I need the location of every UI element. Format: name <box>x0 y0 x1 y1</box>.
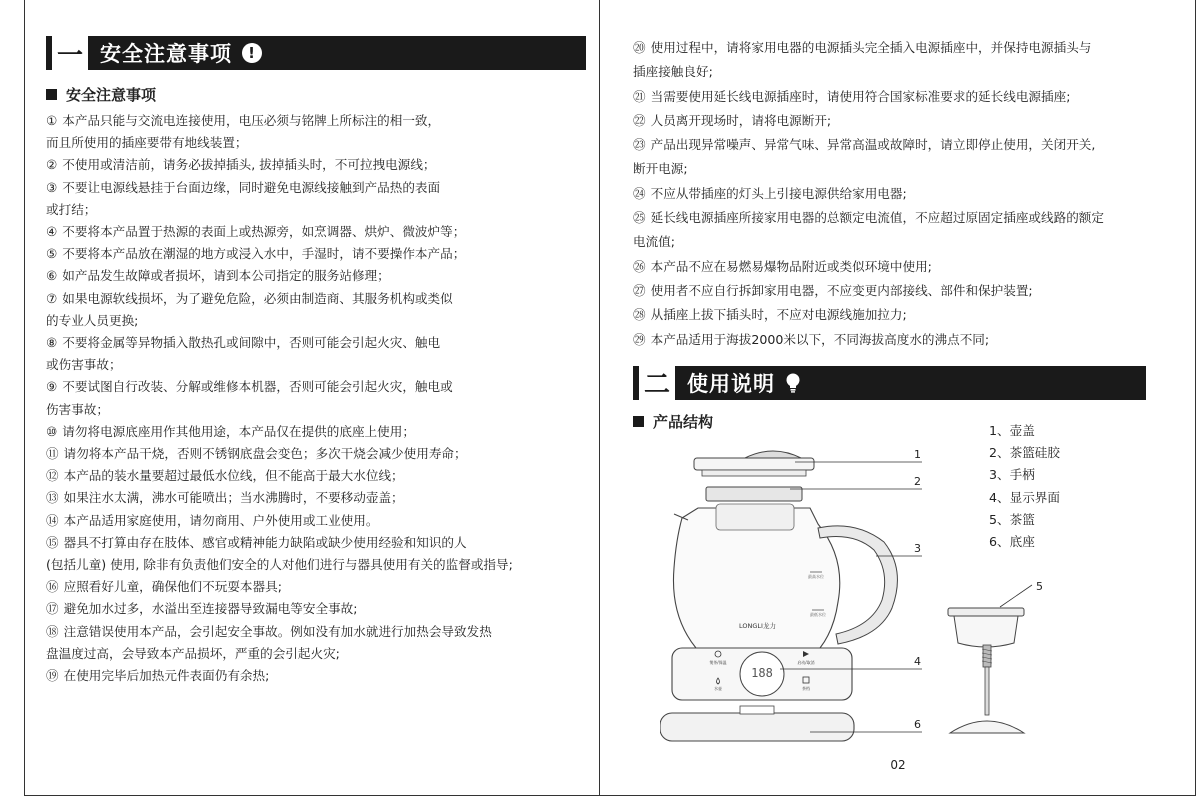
water-mark-min: 最低水位 <box>810 612 826 617</box>
item-text: 不要试图自行改装、分解或维修本机器，否则可能会引起火灾，触电或 <box>62 379 453 395</box>
square-bullet-icon <box>46 89 57 100</box>
list-item <box>46 376 586 398</box>
control-base-illustration <box>672 648 852 700</box>
item-number: ⑬ <box>46 490 59 506</box>
tea-basket-illustration <box>948 608 1024 733</box>
item-text: 或伤害事故； <box>46 357 122 373</box>
item-text: 不要让电源线悬挂于台面边缘，同时避免电源线接触到产品热的表面 <box>62 179 441 195</box>
item-number: ㉘ <box>633 307 646 323</box>
section-banner-safety <box>46 36 586 70</box>
item-text: 本产品适用于海拔2000米以下，不同海拔高度水的沸点不同; <box>650 331 990 347</box>
item-number: ⑧ <box>46 335 58 351</box>
exclamation-icon: ! <box>242 43 262 63</box>
item-number: ㉓ <box>633 137 646 153</box>
item-number: ② <box>46 157 58 173</box>
item-text: 断开电源; <box>633 161 688 177</box>
water-mark-max: 最高水位 <box>808 574 824 579</box>
bottom-base-illustration <box>660 706 854 741</box>
item-text: 不要将金属等异物插入散热孔或间隙中，否则可能会引起火灾、触电 <box>62 335 441 351</box>
item-number: ⑮ <box>46 534 59 550</box>
item-text: 人员离开现场时，请将电源断开; <box>650 112 832 128</box>
lid-illustration <box>694 451 814 476</box>
list-item <box>46 332 586 354</box>
part-label: 2、茶篮硅胶 <box>989 445 1060 461</box>
list-item <box>633 182 1158 206</box>
parts-list <box>989 420 1060 553</box>
item-number: ⑪ <box>46 446 59 462</box>
list-item <box>46 665 586 687</box>
list-item <box>633 133 1158 157</box>
callout-5: 5 <box>1036 580 1043 593</box>
list-item <box>46 310 586 332</box>
list-item <box>633 109 1158 133</box>
item-text: 如产品发生故障或者损坏，请到本公司指定的服务站修理； <box>62 268 390 284</box>
item-text: 盘温度过高，会导致本产品损坏，严重的会引起火灾; <box>46 645 340 661</box>
item-text: 本产品不应在易燃易爆物品附近或类似环境中使用; <box>650 258 932 274</box>
item-text: 本产品适用家庭使用，请勿商用、户外使用或工业使用。 <box>63 512 379 528</box>
callout-2: 2 <box>914 475 921 488</box>
list-item <box>46 399 586 421</box>
list-item <box>633 303 1158 327</box>
safety-list <box>46 110 586 687</box>
item-number: ⑭ <box>46 512 59 528</box>
panel-label-start-cancel: 启动/取消 <box>797 660 815 665</box>
list-item <box>633 255 1158 279</box>
item-number: ㉙ <box>633 331 646 347</box>
item-number: ⑲ <box>46 668 59 684</box>
item-text: 如果注水太满，沸水可能喷出；当水沸腾时，不要移动壶盖； <box>63 490 404 506</box>
item-number: ⑤ <box>46 246 58 262</box>
list-item <box>46 532 586 554</box>
item-number: ⑫ <box>46 468 59 484</box>
item-text: 应照看好儿童，确保他们不玩耍本器具; <box>63 579 282 595</box>
item-number: ㉗ <box>633 282 646 298</box>
list-item <box>46 510 586 532</box>
item-text: 产品出现异常噪声、异常气味、异常高温或故障时，请立即停止使用，关闭开关, <box>650 137 1096 153</box>
section-title-bar <box>675 366 1146 400</box>
left-column <box>46 36 586 687</box>
right-column <box>633 36 1158 432</box>
item-text: 注意错误使用本产品，会引起安全事故。例如没有加水就进行加热会导致发热 <box>63 623 492 639</box>
panel-label-tea-level: 茶档 <box>802 686 810 691</box>
safety-list-continued <box>633 36 1158 352</box>
item-number: ㉖ <box>633 258 646 274</box>
item-text: 从插座上拔下插头时，不应对电源线施加拉力; <box>650 307 907 323</box>
list-item <box>633 206 1158 230</box>
list-item <box>46 643 586 665</box>
item-text: 不应从带插座的灯头上引接电源供给家用电器; <box>650 185 907 201</box>
list-item <box>633 60 1158 84</box>
subheading-text: 安全注意事项 <box>66 85 157 104</box>
item-text: 伤害事故； <box>46 401 109 417</box>
item-number: ⑰ <box>46 601 59 617</box>
item-number: ㉔ <box>633 185 646 201</box>
list-item <box>46 265 586 287</box>
list-item <box>46 110 586 132</box>
item-text: 在使用完毕后加热元件表面仍有余热; <box>63 668 270 684</box>
list-item <box>46 576 586 598</box>
list-item <box>46 199 586 221</box>
item-text: 本产品的装水量要超过最低水位线，但不能高于最大水位线； <box>63 468 404 484</box>
item-number: ③ <box>46 179 58 195</box>
list-item <box>46 487 586 509</box>
item-text: 不要将本产品置于热源的表面上或热源旁，如烹调器、烘炉、微波炉等； <box>62 224 466 240</box>
section-number: 一 <box>56 40 83 71</box>
item-number: ⑳ <box>633 40 646 55</box>
callout-3: 3 <box>914 542 921 555</box>
section-number: 二 <box>643 370 670 401</box>
item-number: ㉒ <box>633 112 646 128</box>
section-title-bar <box>88 36 586 70</box>
item-number: ⑥ <box>46 268 58 284</box>
section-title: 安全注意事项 <box>100 42 232 66</box>
item-number: ⑦ <box>46 290 58 306</box>
part-label: 6、底座 <box>989 534 1035 550</box>
list-item <box>46 154 586 176</box>
list-item <box>633 279 1158 303</box>
list-item <box>46 132 586 154</box>
section-banner-usage <box>633 366 1146 400</box>
item-number: ⑨ <box>46 379 58 395</box>
list-item <box>633 157 1158 181</box>
list-item <box>633 85 1158 109</box>
item-text: 的专业人员更换; <box>46 312 139 328</box>
item-text: 请勿将电源底座用作其他用途，本产品仅在提供的底座上使用； <box>62 423 415 439</box>
list-item <box>633 230 1158 254</box>
item-text: (包括儿童) 使用, 除非有负责他们安全的人对他们进行与器具使用有关的监督或指导; <box>46 557 513 573</box>
list-item <box>46 421 586 443</box>
brand-logo-text: LONGLI龙力 <box>739 622 776 630</box>
list-item <box>46 354 586 376</box>
item-text: 电流值; <box>633 234 676 250</box>
item-text: 当需要使用延长线电源插座时，请使用符合国家标准要求的延长线电源插座; <box>650 88 1071 104</box>
part-label: 5、茶篮 <box>989 511 1035 527</box>
display-digits: 188 <box>751 666 773 680</box>
item-number: ④ <box>46 224 58 240</box>
center-divider <box>599 0 600 796</box>
banner-stripe <box>46 36 52 70</box>
lightbulb-icon <box>785 373 801 393</box>
list-item <box>633 36 1158 60</box>
square-bullet-icon <box>633 416 644 427</box>
subheading-text: 产品结构 <box>653 413 714 432</box>
item-text: 使用者不应自行拆卸家用电器，不应变更内部接线、部件和保护装置; <box>650 282 1033 298</box>
item-text: 器具不打算由存在肢体、感官或精神能力缺陷或缺少使用经验和知识的人 <box>63 534 467 550</box>
item-text: 不要将本产品放在潮湿的地方或浸入水中，手湿时，请不要操作本产品； <box>62 246 466 262</box>
subheading-structure <box>633 412 1158 432</box>
section-title: 使用说明 <box>687 371 775 396</box>
list-item <box>46 465 586 487</box>
tea-basket-top-illustration <box>706 487 802 501</box>
part-label: 4、显示界面 <box>989 489 1060 505</box>
list-item <box>46 177 586 199</box>
list-item <box>46 288 586 310</box>
list-item <box>46 243 586 265</box>
item-text: 如果电源软线损坏，为了避免危险，必须由制造商、其服务机构或类似 <box>62 290 453 306</box>
item-number: ⑯ <box>46 579 59 595</box>
panel-label-kettle: 水壶 <box>714 686 722 691</box>
item-text: 不使用或清洁前，请务必拔掉插头, 拔掉插头时，不可拉拽电源线； <box>62 157 436 173</box>
callout-1: 1 <box>914 448 921 461</box>
kettle-body-illustration <box>673 504 839 648</box>
item-text: 延长线电源插座所接家用电器的总额定电流值，不应超过原固定插座或线路的额定 <box>650 210 1104 226</box>
item-number: ㉑ <box>633 88 646 104</box>
kettle-diagram <box>660 440 950 760</box>
callout-4: 4 <box>914 655 921 668</box>
item-number: ⑩ <box>46 423 58 439</box>
item-text: 避免加水过多，水溢出至连接器导致漏电等安全事故; <box>63 601 358 617</box>
list-item <box>46 621 586 643</box>
callout-line-5 <box>1000 585 1032 607</box>
item-number: ① <box>46 113 58 128</box>
callout-6: 6 <box>914 718 921 731</box>
tea-basket-diagram <box>940 575 1050 735</box>
item-text: 或打结； <box>46 201 97 217</box>
list-item <box>633 328 1158 352</box>
item-text: 使用过程中，请将家用电器的电源插头完全插入电源插座中，并保持电源插头与 <box>650 40 1092 55</box>
list-item <box>46 221 586 243</box>
list-item <box>46 554 586 576</box>
page-number: 02 <box>890 758 906 772</box>
list-item <box>46 598 586 620</box>
item-text: 插座接触良好; <box>633 64 713 80</box>
item-number: ⑱ <box>46 623 59 639</box>
banner-stripe <box>633 366 639 400</box>
item-number: ㉕ <box>633 210 646 226</box>
subheading-safety <box>46 84 586 104</box>
panel-label-brew-warm: 煲茶/保温 <box>709 660 727 665</box>
part-label: 1、壶盖 <box>989 423 1035 438</box>
item-text: 请勿将本产品干烧，否则不锈钢底盘会变色；多次干烧会减少使用寿命； <box>63 446 467 462</box>
part-label: 3、手柄 <box>989 467 1035 483</box>
list-item <box>46 443 586 465</box>
item-text: 本产品只能与交流电连接使用，电压必须与铭牌上所标注的相一致， <box>62 113 441 128</box>
item-text: 而且所使用的插座要带有地线装置； <box>46 135 248 151</box>
